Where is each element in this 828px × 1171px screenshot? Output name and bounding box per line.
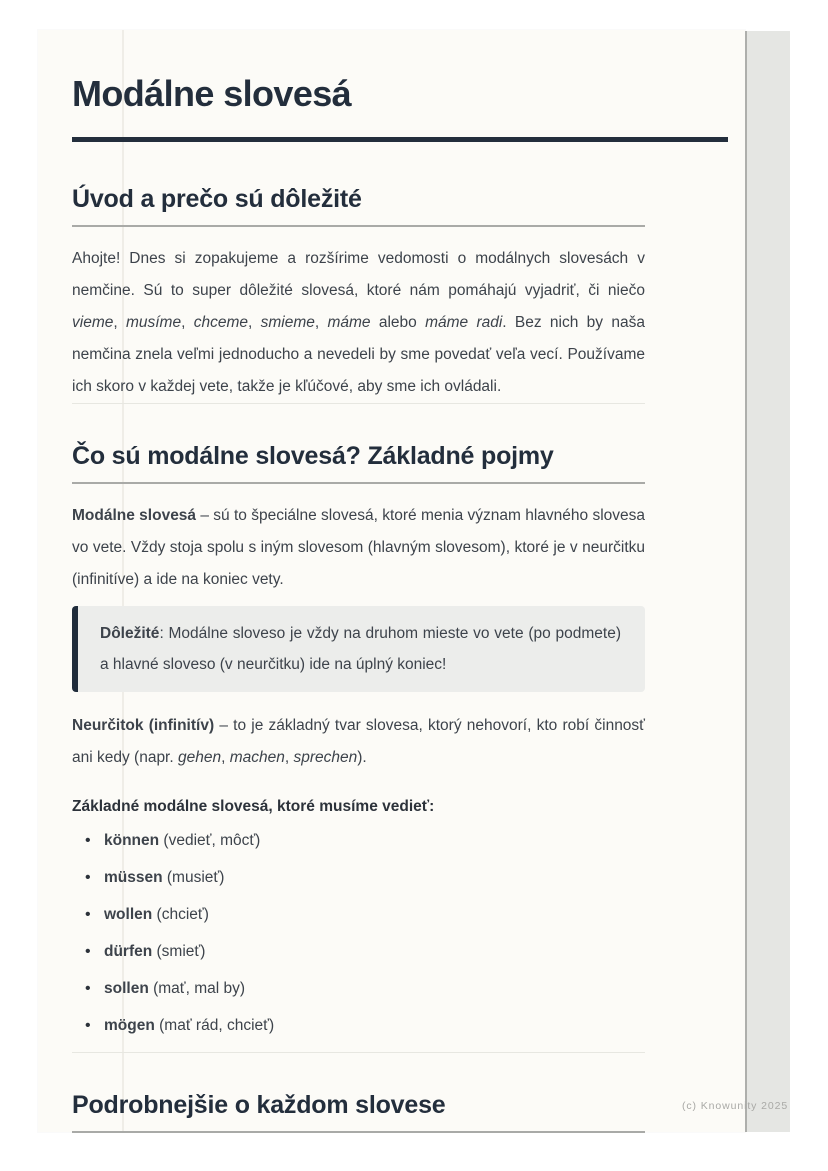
section-divider	[72, 403, 645, 404]
section-details	[72, 1090, 728, 1133]
heading-rule-details	[72, 1131, 645, 1133]
section-heading-intro: Úvod a prečo sú dôležité	[72, 185, 362, 213]
heading-rule-basics	[72, 482, 645, 484]
page-sheet	[38, 30, 745, 1132]
page-content	[72, 72, 728, 1133]
intro-paragraph: Ahojte! Dnes si zopakujeme a rozšírime vedomosti o modálnych slovesách v nemčine. Sú to super dôležité slovesá, ktoré nám pomáhajú vyjadriť, či niečo vieme, musíme, chceme, smieme, máme alebo máme radi. Bez nich by naša nemčina znela veľmi jednoducho a nevedeli by sme povedať veľa vecí. Používame ich skoro v každej vete, takže je kľúčové, aby sme ich ovládali.	[72, 250, 645, 395]
infinitive-paragraph: Neurčitok (infinitív) – to je základný tvar slovesa, ktorý nehovorí, kto robí činnosť ani kedy (napr. gehen, machen, sprechen).	[72, 717, 645, 766]
list-item-koennen: • können (vedieť, môcť)	[72, 830, 645, 852]
list-item-sollen: • sollen (mať, mal by)	[72, 978, 645, 1000]
page-edge-band	[745, 31, 790, 1132]
definition-paragraph: Modálne slovesá – sú to špeciálne slovesá, ktoré menia význam hlavného slovesa vo vete. Vždy stoja spolu s iným slovesom (hlavným slovesom), ktoré je v neurčitku (infinitíve) a ide na koniec vety.	[72, 507, 645, 588]
document-title: Modálne slovesá	[72, 73, 352, 114]
watermark: (c) Knowunity 2025	[682, 1100, 789, 1112]
section-divider	[72, 1052, 645, 1053]
section-heading-details: Podrobnejšie o každom slovese	[72, 1091, 446, 1119]
title-rule	[72, 137, 728, 142]
modal-verbs-list	[72, 830, 645, 1037]
list-item-wollen: • wollen (chcieť)	[72, 904, 645, 926]
section-heading-basics: Čo sú modálne slovesá? Základné pojmy	[72, 442, 554, 470]
heading-rule-intro	[72, 225, 645, 227]
list-item-moegen: • mögen (mať rád, chcieť)	[72, 1015, 645, 1037]
list-item-muessen: • müssen (musieť)	[72, 867, 645, 889]
section-basics	[72, 441, 728, 1037]
section-intro	[72, 184, 728, 403]
list-item-duerfen: • dürfen (smieť)	[72, 941, 645, 963]
list-intro-line: Základné modálne slovesá, ktoré musíme vedieť:	[72, 798, 435, 815]
important-callout	[72, 606, 645, 692]
callout-text: Dôležité: Modálne sloveso je vždy na druhom mieste vo vete (po podmete) a hlavné sloveso (v neurčitku) ide na úplný koniec!	[100, 625, 621, 673]
